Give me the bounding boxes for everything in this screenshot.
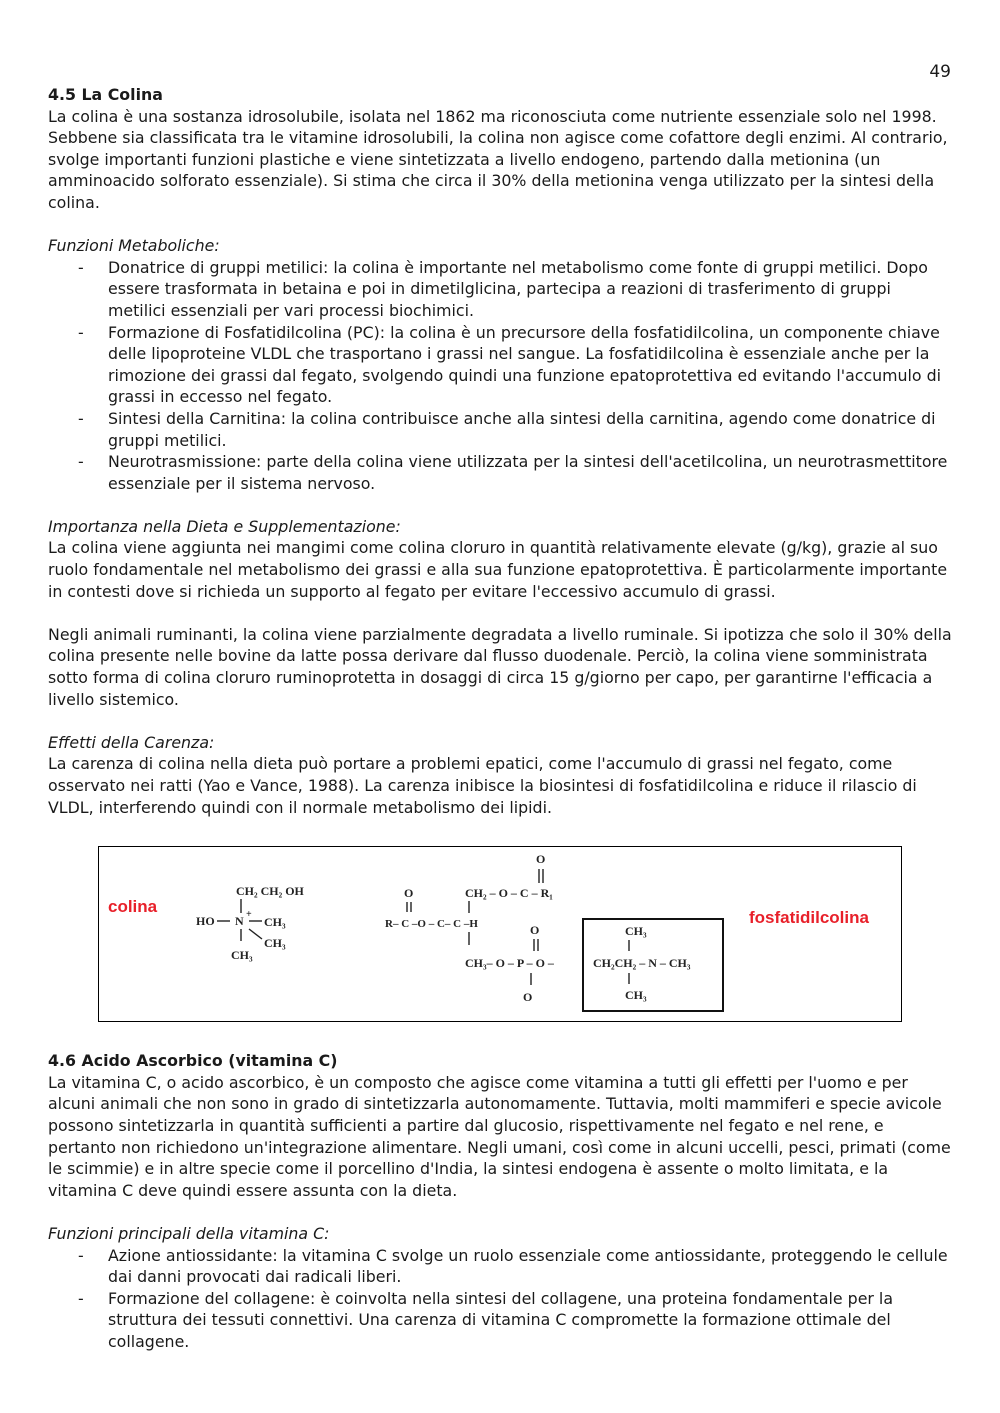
list-item: - Formazione di Fosfatidilcolina (PC): la colina è un precursore della fosfatidilcolina, un componente chiave delle lipoproteine VLDL che trasportano i grassi nel sangue. La fosfatidilcolina è essenziale anche per la rimozione dei grassi dal fegato, svolgendo quindi una funzione epatoprotettiva ed evitando l'accumulo di grassi in eccesso nel fegato. [78, 322, 942, 407]
chemical-structures-figure [98, 846, 902, 1022]
section-heading-colina: 4.5 La Colina [48, 85, 163, 104]
page-number: 49 [929, 62, 951, 82]
functions-subheading: Funzioni Metaboliche: [48, 236, 220, 256]
svg-text:CH₂ CH₂ OH: CH₂ CH₂ OH [236, 884, 304, 899]
colina-label: colina [108, 897, 158, 917]
vitamina-c-intro: La vitamina C, o acido ascorbico, è un composto che agisce come vitamina a tutti gli effetti per l'uomo e per alcuni animali che non sono in grado di sintetizzarla autonomamente. Tuttavia, molti mammiferi e specie avicole possono sintetizzarla in quantità sufficienti a partire dal glucosio, rispettivamente nel fegato e nel rene, e pertanto non richiedono un'integrazione alimentare. Negli umani, così come in alcuni uccelli, pesci, primati (come le scimmie) e in altre specie come il porcellino d'India, la sintesi endogena è assente o molto limitata, e la vitamina C deve quindi essere assunta con la dieta. [48, 1072, 951, 1200]
svg-text:O: O [530, 923, 540, 938]
svg-text:CH₃: CH₃ [231, 948, 253, 963]
svg-text:CH₃: CH₃ [264, 915, 286, 930]
svg-text:O: O [536, 852, 546, 867]
svg-text:R– C –O – C– C –H: R– C –O – C– C –H [385, 918, 478, 931]
deficiency-paragraph: La carenza di colina nella dieta può portare a problemi epatici, come l'accumulo di grassi nel fegato, come osservato nei ratti (Yao e Vance, 1988). La carenza inibisce la biosintesi di fosfatidilcolina e riduce il rilascio di VLDL, interferendo quindi con il normale metabolismo dei lipidi. [48, 754, 917, 817]
list-item: - Azione antiossidante: la vitamina C svolge un ruolo essenziale come antiossidante, proteggendo le cellule dai danni provocati dai radicali liberi. [78, 1245, 948, 1287]
svg-text:CH₃: CH₃ [625, 924, 647, 939]
svg-text:CH₂ – O – C – R₁: CH₂ – O – C – R₁ [465, 886, 553, 901]
list-item: - Donatrice di gruppi metilici: la colina è importante nel metabolismo come fonte di gruppi metilici. Dopo essere trasformata in betaina e poi in dimetilglicina, partecipa a reazioni di trasferimento di gruppi metilici essenziali per vari processi biochimici. [78, 257, 928, 320]
vitc-functions-subheading: Funzioni principali della vitamina C: [48, 1223, 330, 1243]
list-item: - Neurotrasmissione: parte della colina viene utilizzata per la sintesi dell'acetilcolina, un neurotrasmettitore essenziale per il sistema nervoso. [78, 452, 948, 493]
colina-intro: La colina è una sostanza idrosolubile, isolata nel 1862 ma riconosciuta come nutriente essenziale solo nel 1998. Sebbene sia classificata tra le vitamine idrosolubili, la colina non agisce come cofattore degli enzimi. Al contrario, svolge importanti funzioni plastiche e viene sintetizzata a livello endogeno, partendo dalla metionina (un amminoacido solforato essenziale). Si stima che circa il 30% della metionina venga utilizzato per la sintesi della colina. [48, 106, 948, 212]
diet-subheading: Importanza nella Dieta e Supplementazione: [48, 516, 401, 536]
svg-text:CH₂CH₂ – N – CH₃: CH₂CH₂ – N – CH₃ [593, 956, 691, 971]
vitc-functions-list [48, 1245, 953, 1353]
functions-list [48, 257, 953, 495]
list-item: - Sintesi della Carnitina: la colina contribuisce anche alla sintesi della carnitina, agendo come donatrice di gruppi metilici. [78, 408, 936, 450]
molecule-drawings [99, 847, 901, 1021]
deficiency-subheading: Effetti della Carenza: [48, 732, 215, 752]
svg-text:HO: HO [196, 914, 215, 929]
svg-text:CH₃– O – P – O –: CH₃– O – P – O – [465, 956, 554, 971]
page-content [48, 84, 953, 1353]
svg-text:+: + [246, 909, 252, 921]
choline-structure [196, 884, 305, 962]
svg-text:CH₃: CH₃ [625, 988, 647, 1003]
list-item: - Formazione del collagene: è coinvolta nella sintesi del collagene, una proteina fondamentale per la struttura dei tessuti connettivi. Una carenza di vitamina C compromette la formazione ottimale del collagene. [78, 1288, 893, 1351]
fosfatidilcolina-label: fosfatidilcolina [749, 908, 869, 928]
phosphatidylcholine-structure [385, 852, 723, 1011]
diet-paragraph-2: Negli animali ruminanti, la colina viene parzialmente degradata a livello ruminale. Si ipotizza che solo il 30% della colina presente nelle bovine da latte possa derivare dal flusso duodenale. Perciò, la colina viene somministrata sotto forma di colina cloruro ruminoprotetta in dosaggi di circa 15 g/giorno per capo, per garantirne l'efficacia a livello sistemico. [48, 624, 952, 709]
section-heading-vitamina-c: 4.6 Acido Ascorbico (vitamina C) [48, 1051, 338, 1071]
svg-text:O: O [523, 990, 533, 1005]
svg-text:CH₃: CH₃ [264, 936, 286, 951]
svg-text:O: O [404, 886, 414, 901]
diet-paragraph-1: La colina viene aggiunta nei mangimi come colina cloruro in quantità relativamente elevate (g/kg), grazie al suo ruolo fondamentale nel metabolismo dei grassi e alla sua funzione epatoprotettiva. È particolarmente importante in contesti dove si richieda un supporto al fegato per evitare l'eccessivo accumulo di grassi. [48, 538, 948, 601]
svg-text:N: N [235, 914, 244, 929]
